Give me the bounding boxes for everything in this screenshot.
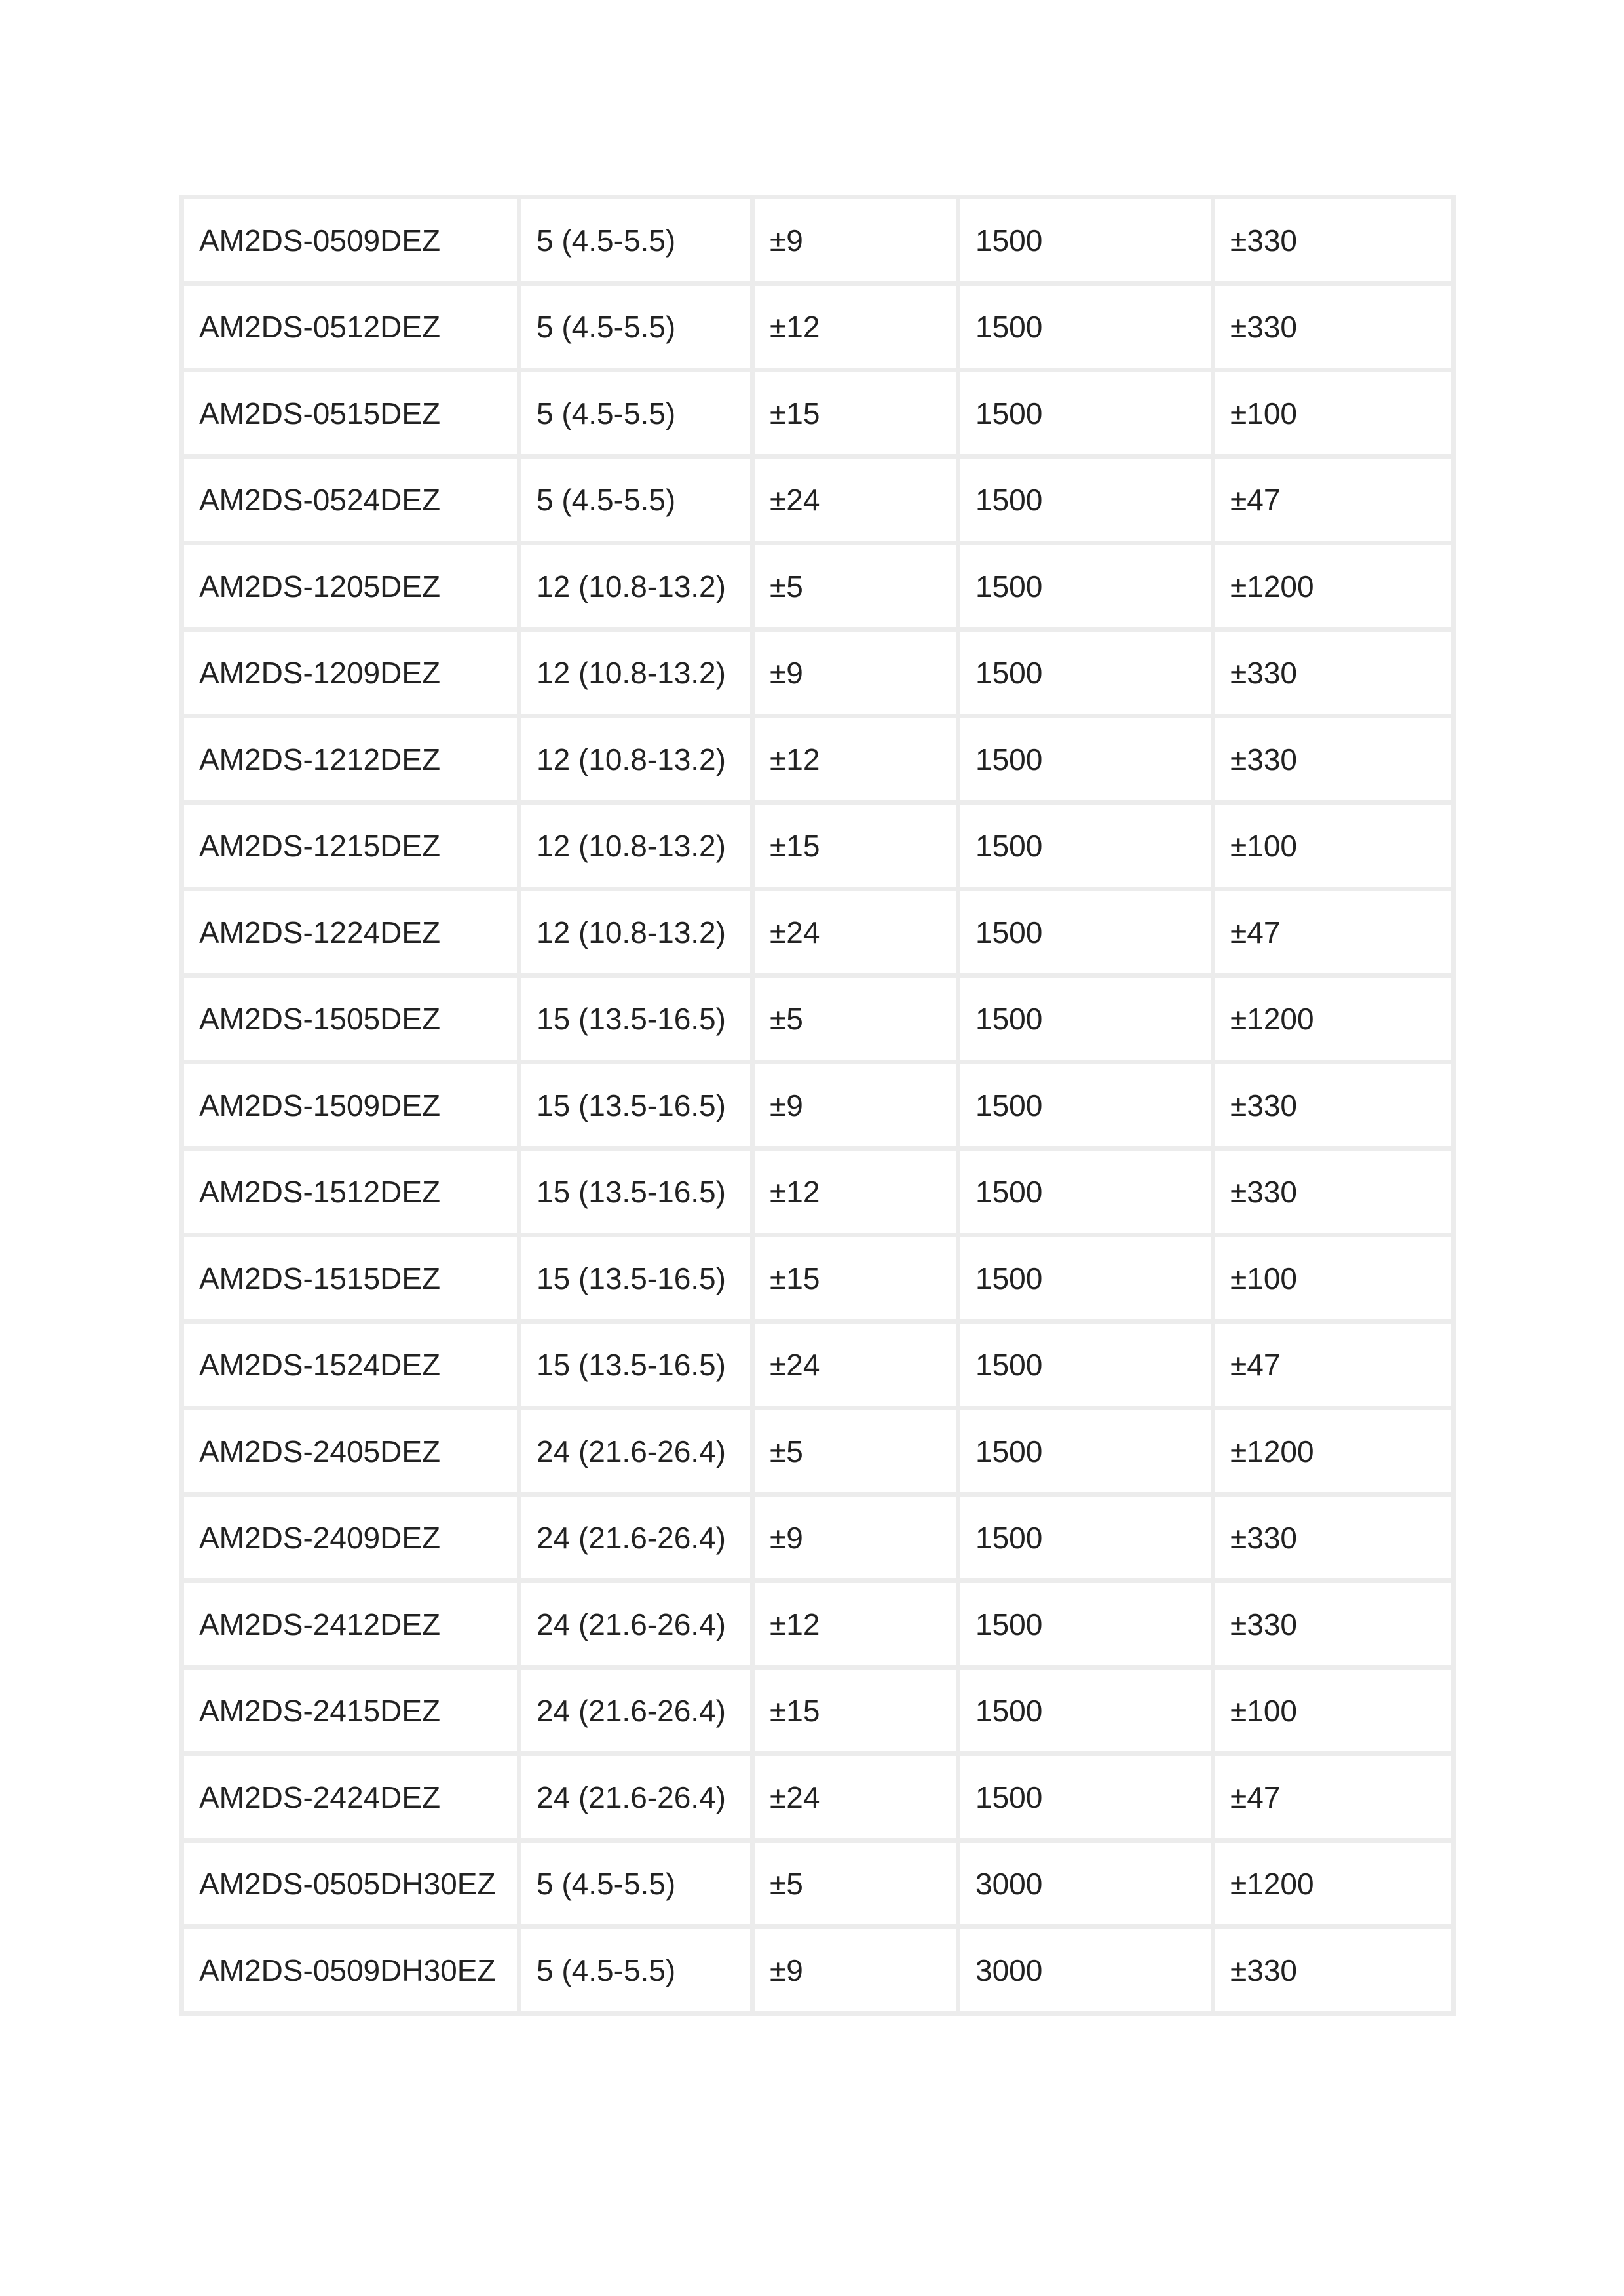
isolation-cell: 3000 <box>958 1841 1213 1927</box>
table-row <box>182 543 1454 630</box>
output-current-cell: ±330 <box>1213 197 1454 284</box>
input-voltage-cell: 24 (21.6-26.4) <box>519 1495 753 1581</box>
output-voltage-cell: ±12 <box>753 1149 958 1235</box>
output-current-cell: ±47 <box>1213 1322 1454 1408</box>
output-current-cell: ±100 <box>1213 1235 1454 1322</box>
output-voltage-cell: ±15 <box>753 1668 958 1754</box>
model-cell: AM2DS-0509DH30EZ <box>182 1927 519 2014</box>
specification-table <box>179 195 1456 2016</box>
output-current-cell: ±330 <box>1213 1495 1454 1581</box>
table-row <box>182 457 1454 543</box>
output-current-cell: ±330 <box>1213 716 1454 803</box>
isolation-cell: 1500 <box>958 803 1213 889</box>
output-current-cell: ±100 <box>1213 370 1454 457</box>
table-body <box>182 197 1454 2014</box>
output-voltage-cell: ±5 <box>753 1841 958 1927</box>
output-voltage-cell: ±5 <box>753 1408 958 1495</box>
model-cell: AM2DS-1205DEZ <box>182 543 519 630</box>
isolation-cell: 1500 <box>958 716 1213 803</box>
isolation-cell: 1500 <box>958 1062 1213 1149</box>
input-voltage-cell: 24 (21.6-26.4) <box>519 1408 753 1495</box>
input-voltage-cell: 5 (4.5-5.5) <box>519 197 753 284</box>
input-voltage-cell: 12 (10.8-13.2) <box>519 889 753 976</box>
isolation-cell: 1500 <box>958 197 1213 284</box>
table-row <box>182 716 1454 803</box>
output-current-cell: ±330 <box>1213 630 1454 716</box>
output-voltage-cell: ±12 <box>753 716 958 803</box>
isolation-cell: 1500 <box>958 370 1213 457</box>
model-cell: AM2DS-0505DH30EZ <box>182 1841 519 1927</box>
output-voltage-cell: ±9 <box>753 630 958 716</box>
table-row <box>182 1495 1454 1581</box>
model-cell: AM2DS-0524DEZ <box>182 457 519 543</box>
output-current-cell: ±1200 <box>1213 543 1454 630</box>
model-cell: AM2DS-1209DEZ <box>182 630 519 716</box>
isolation-cell: 1500 <box>958 1408 1213 1495</box>
model-cell: AM2DS-1215DEZ <box>182 803 519 889</box>
output-voltage-cell: ±5 <box>753 543 958 630</box>
isolation-cell: 1500 <box>958 1322 1213 1408</box>
model-cell: AM2DS-2415DEZ <box>182 1668 519 1754</box>
output-current-cell: ±47 <box>1213 889 1454 976</box>
model-cell: AM2DS-1224DEZ <box>182 889 519 976</box>
output-voltage-cell: ±15 <box>753 1235 958 1322</box>
table-row <box>182 803 1454 889</box>
model-cell: AM2DS-0509DEZ <box>182 197 519 284</box>
table-row <box>182 1149 1454 1235</box>
output-voltage-cell: ±24 <box>753 1754 958 1841</box>
output-current-cell: ±330 <box>1213 1149 1454 1235</box>
isolation-cell: 1500 <box>958 1495 1213 1581</box>
input-voltage-cell: 5 (4.5-5.5) <box>519 370 753 457</box>
input-voltage-cell: 5 (4.5-5.5) <box>519 1927 753 2014</box>
output-current-cell: ±47 <box>1213 1754 1454 1841</box>
output-current-cell: ±100 <box>1213 1668 1454 1754</box>
table-row <box>182 976 1454 1062</box>
isolation-cell: 1500 <box>958 1235 1213 1322</box>
input-voltage-cell: 12 (10.8-13.2) <box>519 716 753 803</box>
model-cell: AM2DS-1524DEZ <box>182 1322 519 1408</box>
table-row <box>182 630 1454 716</box>
isolation-cell: 1500 <box>958 543 1213 630</box>
table-row <box>182 1322 1454 1408</box>
isolation-cell: 1500 <box>958 1149 1213 1235</box>
isolation-cell: 1500 <box>958 976 1213 1062</box>
input-voltage-cell: 24 (21.6-26.4) <box>519 1581 753 1668</box>
table-row <box>182 1235 1454 1322</box>
input-voltage-cell: 24 (21.6-26.4) <box>519 1668 753 1754</box>
output-current-cell: ±330 <box>1213 1927 1454 2014</box>
input-voltage-cell: 5 (4.5-5.5) <box>519 457 753 543</box>
table-row <box>182 197 1454 284</box>
table-row <box>182 1668 1454 1754</box>
input-voltage-cell: 5 (4.5-5.5) <box>519 1841 753 1927</box>
input-voltage-cell: 15 (13.5-16.5) <box>519 1235 753 1322</box>
output-current-cell: ±47 <box>1213 457 1454 543</box>
table-row <box>182 1062 1454 1149</box>
input-voltage-cell: 24 (21.6-26.4) <box>519 1754 753 1841</box>
model-cell: AM2DS-2405DEZ <box>182 1408 519 1495</box>
output-current-cell: ±1200 <box>1213 1841 1454 1927</box>
model-cell: AM2DS-1509DEZ <box>182 1062 519 1149</box>
output-voltage-cell: ±12 <box>753 284 958 370</box>
output-voltage-cell: ±9 <box>753 1062 958 1149</box>
isolation-cell: 1500 <box>958 630 1213 716</box>
table-row <box>182 284 1454 370</box>
output-current-cell: ±1200 <box>1213 976 1454 1062</box>
table-row <box>182 1754 1454 1841</box>
model-cell: AM2DS-0515DEZ <box>182 370 519 457</box>
isolation-cell: 1500 <box>958 1754 1213 1841</box>
output-voltage-cell: ±5 <box>753 976 958 1062</box>
isolation-cell: 3000 <box>958 1927 1213 2014</box>
model-cell: AM2DS-1212DEZ <box>182 716 519 803</box>
isolation-cell: 1500 <box>958 1668 1213 1754</box>
table-row <box>182 889 1454 976</box>
table-row <box>182 370 1454 457</box>
isolation-cell: 1500 <box>958 889 1213 976</box>
output-voltage-cell: ±15 <box>753 370 958 457</box>
input-voltage-cell: 12 (10.8-13.2) <box>519 803 753 889</box>
input-voltage-cell: 12 (10.8-13.2) <box>519 630 753 716</box>
table-row <box>182 1408 1454 1495</box>
output-current-cell: ±100 <box>1213 803 1454 889</box>
model-cell: AM2DS-1515DEZ <box>182 1235 519 1322</box>
output-voltage-cell: ±9 <box>753 197 958 284</box>
output-current-cell: ±330 <box>1213 1581 1454 1668</box>
table-row <box>182 1581 1454 1668</box>
input-voltage-cell: 15 (13.5-16.5) <box>519 1322 753 1408</box>
input-voltage-cell: 15 (13.5-16.5) <box>519 976 753 1062</box>
output-voltage-cell: ±12 <box>753 1581 958 1668</box>
output-current-cell: ±1200 <box>1213 1408 1454 1495</box>
output-voltage-cell: ±24 <box>753 889 958 976</box>
input-voltage-cell: 5 (4.5-5.5) <box>519 284 753 370</box>
output-voltage-cell: ±24 <box>753 1322 958 1408</box>
model-cell: AM2DS-2409DEZ <box>182 1495 519 1581</box>
table-row <box>182 1927 1454 2014</box>
table-row <box>182 1841 1454 1927</box>
output-current-cell: ±330 <box>1213 1062 1454 1149</box>
model-cell: AM2DS-1512DEZ <box>182 1149 519 1235</box>
output-voltage-cell: ±24 <box>753 457 958 543</box>
input-voltage-cell: 15 (13.5-16.5) <box>519 1149 753 1235</box>
input-voltage-cell: 15 (13.5-16.5) <box>519 1062 753 1149</box>
model-cell: AM2DS-1505DEZ <box>182 976 519 1062</box>
isolation-cell: 1500 <box>958 457 1213 543</box>
isolation-cell: 1500 <box>958 284 1213 370</box>
model-cell: AM2DS-2412DEZ <box>182 1581 519 1668</box>
output-voltage-cell: ±9 <box>753 1495 958 1581</box>
output-voltage-cell: ±9 <box>753 1927 958 2014</box>
model-cell: AM2DS-2424DEZ <box>182 1754 519 1841</box>
model-cell: AM2DS-0512DEZ <box>182 284 519 370</box>
input-voltage-cell: 12 (10.8-13.2) <box>519 543 753 630</box>
output-voltage-cell: ±15 <box>753 803 958 889</box>
output-current-cell: ±330 <box>1213 284 1454 370</box>
isolation-cell: 1500 <box>958 1581 1213 1668</box>
